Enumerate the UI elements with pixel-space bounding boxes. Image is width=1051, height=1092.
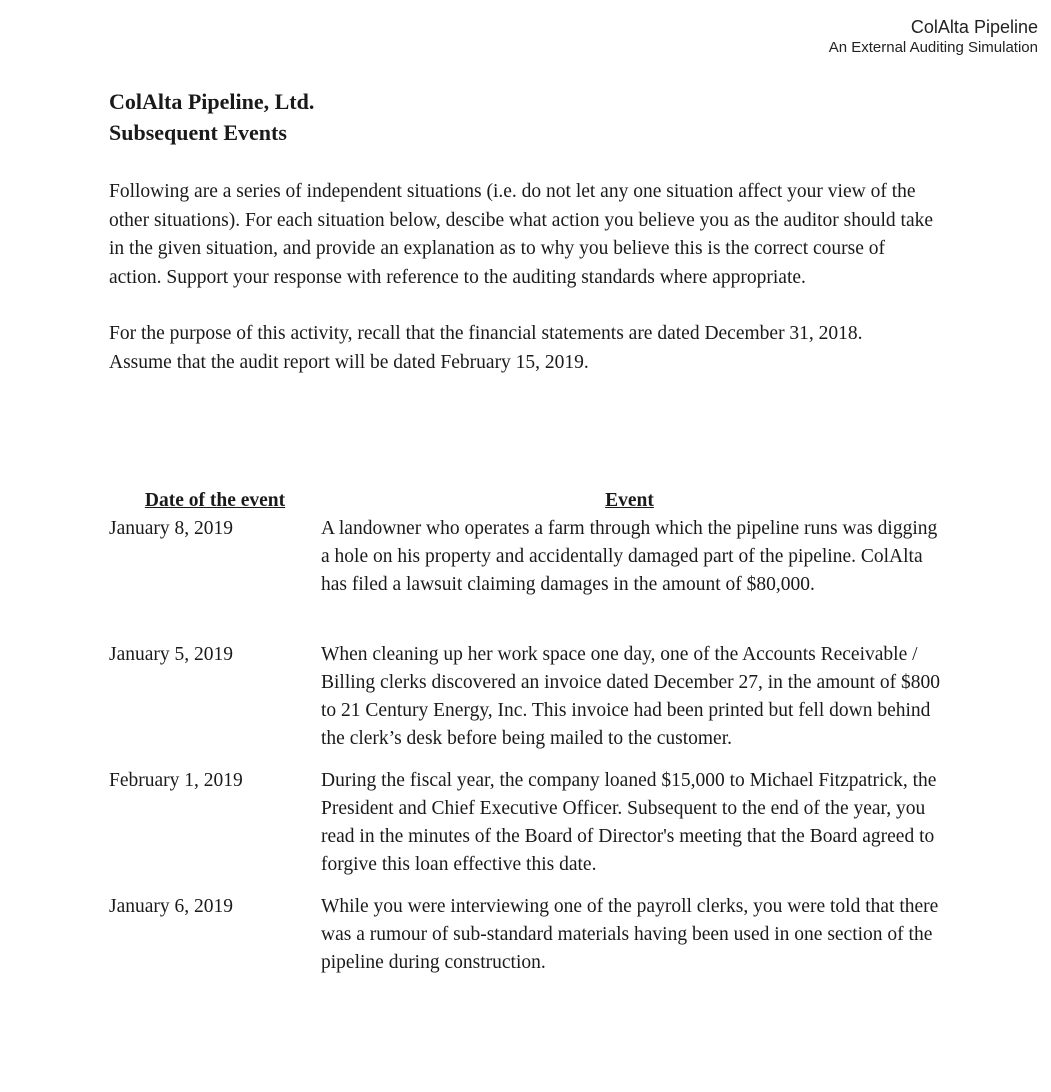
event-row xyxy=(109,515,969,599)
events-table-header xyxy=(109,487,969,515)
event-column-header: Event xyxy=(605,490,654,511)
event-date: January 6, 2019 xyxy=(109,896,234,917)
event-description: When cleaning up her work space one day, one of the Accounts Receivable / Billing clerks discovered an invoice dated December 27, in the amount of $800 to 21 Century Energy, Inc. This invoice had been printed but fell down behind the clerk’s desk before being mailed to the customer. xyxy=(321,644,940,749)
purpose-paragraph xyxy=(109,320,989,377)
event-date: January 8, 2019 xyxy=(109,518,234,539)
event-row xyxy=(109,767,969,879)
event-row xyxy=(109,893,969,977)
header-subtitle: An External Auditing Simulation xyxy=(828,39,1038,56)
intro-paragraph: Following are a series of independent situations (i.e. do not let any one situation affect your view of the other situations). For each situation below, descibe what action you believe you as the auditor should take in the given situation, and provide an explanation as to why you believe this is the correct course of action. Support your response with reference to the auditing standards where appropriate. xyxy=(109,181,934,288)
page-header xyxy=(829,16,1038,58)
document-body xyxy=(109,86,989,377)
event-row xyxy=(109,641,969,753)
purpose-line1: For the purpose of this activity, recall that the financial statements are dated December 31, 2018. xyxy=(109,323,863,344)
document-title-line1: ColAlta Pipeline, Ltd. xyxy=(109,89,315,114)
events-table xyxy=(109,487,969,977)
event-description: While you were interviewing one of the payroll clerks, you were told that there was a rumour of sub-standard materials having been used in one section of the pipeline during construction. xyxy=(321,896,939,973)
document-title-line2: Subsequent Events xyxy=(109,120,287,145)
event-date: February 1, 2019 xyxy=(109,770,243,791)
header-title: ColAlta Pipeline xyxy=(910,17,1038,37)
event-description: A landowner who operates a farm through which the pipeline runs was digging a hole on his property and accidentally damaged part of the pipeline. ColAlta has filed a lawsuit claiming damages in the amount of $80,000. xyxy=(321,518,938,595)
document-title xyxy=(109,86,989,148)
date-column-header: Date of the event xyxy=(144,490,286,511)
purpose-line2: Assume that the audit report will be dated February 15, 2019. xyxy=(109,351,589,373)
event-date: January 5, 2019 xyxy=(109,644,234,665)
event-description: During the fiscal year, the company loaned $15,000 to Michael Fitzpatrick, the President and Chief Executive Officer. Subsequent to the end of the year, you read in the minutes of the Board of Director's meeting that the Board agreed to forgive this loan effective this date. xyxy=(321,770,937,875)
